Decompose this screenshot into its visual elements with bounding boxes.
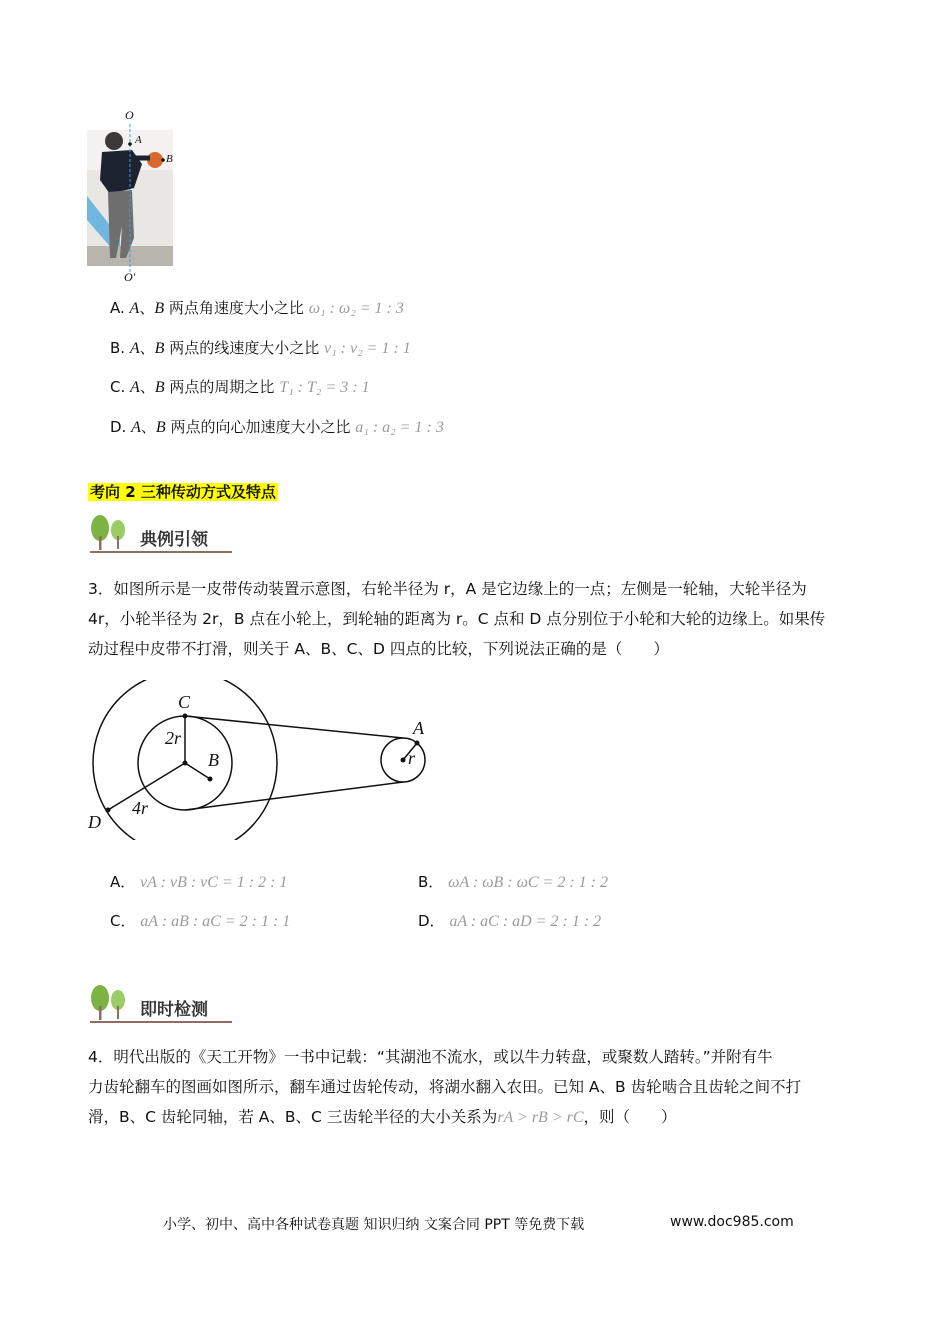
- check-section-box: [88, 984, 234, 1024]
- q4-line-3: 滑，B、C 齿轮同轴，若 A、B、C 三齿轮半径的大小关系为rA > rB > rC，则（ ）: [88, 1108, 677, 1126]
- q3-option-c: C． aA : aB : aC = 2 : 1 : 1: [110, 912, 291, 930]
- q2-option-a: A. A、B 两点角速度大小之比 ω₁ : ω₂ = 1 : 3: [110, 299, 404, 317]
- q4-line-2: 力齿轮翻车的图画如图所示，翻车通过齿轮传动，将湖水翻入农田。已知 A、B 齿轮啮合且齿轮之间不打: [88, 1078, 802, 1096]
- q3-option-d: D． aA : aC : aD = 2 : 1 : 2: [418, 912, 602, 930]
- diagram-label-C: C: [178, 692, 191, 712]
- q3-line-1: 3．如图所示是一皮带传动装置示意图，右轮半径为 r，A 是它边缘上的一点；左侧是一轮轴，大轮半径为: [88, 580, 807, 598]
- q2-option-b: B. A、B 两点的线速度大小之比 v₁ : v₂ = 1 : 1: [110, 339, 411, 357]
- diagram-label-4r: 4r: [132, 798, 149, 818]
- example-section-box: [88, 514, 234, 554]
- diagram-label-B: B: [208, 750, 219, 770]
- footer-text: 小学、初中、高中各种试卷真题 知识归纳 文案合同 PPT 等免费下载: [163, 1217, 585, 1233]
- label-B: B: [166, 153, 173, 165]
- basketball-photo-figure: [80, 108, 190, 288]
- label-O: O: [125, 108, 134, 122]
- diagram-label-r: r: [408, 748, 416, 768]
- q3-option-b: B． ωA : ωB : ωC = 2 : 1 : 2: [418, 873, 609, 891]
- label-O-prime: O′: [124, 270, 136, 284]
- footer-link[interactable]: www.doc985.com: [670, 1214, 794, 1230]
- section-heading: 考向 2 三种传动方式及特点: [90, 483, 276, 501]
- diagram-label-2r: 2r: [165, 728, 182, 748]
- q3-option-a: A． vA : vB : vC = 1 : 2 : 1: [110, 873, 288, 891]
- q3-line-2: 4r，小轮半径为 2r，B 点在小轮上，到轮轴的距离为 r。C 点和 D 点分别位于小轮和大轮的边缘上。如果传: [88, 610, 826, 628]
- q3-line-3: 动过程中皮带不打滑，则关于 A、B、C、D 四点的比较，下列说法正确的是（ ）: [88, 640, 669, 658]
- example-section-label: 典例引领: [140, 530, 208, 550]
- q4-line-1: 4．明代出版的《天工开物》一书中记载：“其湖池不流水，或以牛力转盘，或聚数人踏转。”并附有牛: [88, 1048, 773, 1066]
- check-section-label: 即时检测: [140, 1000, 208, 1020]
- diagram-label-D: D: [88, 812, 101, 832]
- belt-drive-diagram: [80, 680, 440, 840]
- q2-option-c: C. A、B 两点的周期之比 T₁ : T₂ = 3 : 1: [110, 378, 370, 396]
- belt-top: [185, 716, 403, 738]
- diagram-label-A: A: [413, 718, 424, 738]
- label-A: A: [135, 134, 142, 146]
- q2-option-d: D. A、B 两点的向心加速度大小之比 a₁ : a₂ = 1 : 3: [110, 418, 444, 436]
